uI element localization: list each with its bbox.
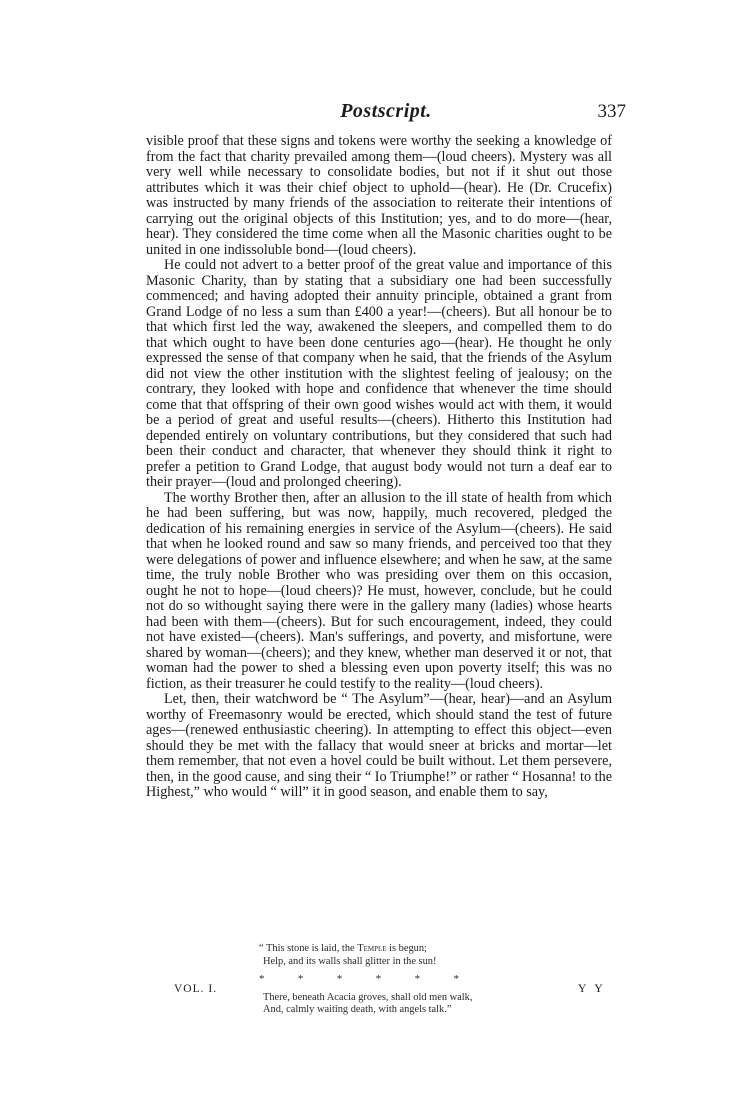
paragraph-continuation: visible proof that these signs and tokens were worthy the seeking a knowledge of from the fact that charity prevailed among them—(loud cheers). Mystery was all very well while necessary to consolidate bodies, but not if it shut out those attributes which it was their chief object to uphold—(hear). He (Dr. Crucefix) was instructed by many friends of the association to reiterate their intentions of carrying out the original objects of this Institution; yes, and to do more—(hear, hear). They considered the time come when all the Masonic charities ought to be united in one indissoluble bond—(loud cheers).	[146, 133, 612, 258]
volume-label: VOL. I.	[174, 983, 218, 995]
star-glyph: *	[336, 973, 343, 985]
page-title: Postscript.	[340, 100, 432, 122]
star-glyph: *	[259, 973, 265, 985]
body-text	[146, 134, 612, 801]
verse-quotation	[259, 943, 559, 1017]
paragraph-worthy-brother: The worthy Brother then, after an allusion to the ill state of health from which he had been suffering, but was now, happily, much recovered, pledged the dedication of his remaining energies in service of the Asylum—(cheers). He said that when he looked round and saw so many friends, and perceived too that they were delegations of power and influence elsewhere; and when he saw, at the same time, the truly noble Brother who was presiding over them on this occasion, ought he not to hope—(loud cheers)? He must, however, conclude, but he could not do so withought saying there were in the gallery many (ladies) whose hearts had been with them—(cheers). But for such encouragement, indeed, they could not have existed—(cheers). Man's sufferings, and poverty, and misfortune, were shared by woman—(cheers); and they knew, whether man deserved it or not, that woman had the power to shed a blessing even upon poverty itself; this was no fiction, as their treasurer he could testify to the reality—(loud cheers).	[146, 489, 612, 692]
verse-line-2: Help, and its walls shall glitter in the sun!	[263, 955, 437, 967]
verse-word-temple: Temple	[357, 943, 387, 954]
page-number: 337	[597, 101, 626, 122]
verse-star-divider	[259, 973, 459, 986]
star-glyph: *	[414, 973, 421, 985]
paragraph-masonic-charity: He could not advert to a better proof of the great value and importance of this Masonic Charity, than by stating that a subsidiary one had been successfully commenced; and having adopted their annuity principle, obtained a grant from Grand Lodge of no less a sum than £400 a year!—(cheers). But all honour be to that which first led the way, awakened the sleepers, and compelled them to do that which ought to have been done centuries ago—(hear). He thought he only expressed the sense of that company when he said, that the friends of the Asylum did not view the other institution with the slightest feeling of jealousy; on the contrary, they looked with hope and confidence that whenever the time should come that that offspring of their own good wishes would act with them, it would be a period of great and useful results—(cheers). Hitherto this Institution had depended entirely on voluntary contributions, but they considered that such had been their conduct and character, that whenever they should think it right to prefer a petition to Grand Lodge, that august body would not turn a deaf ear to their prayer—(loud and prolonged cheering).	[146, 257, 612, 490]
verse-line-3: There, beneath Acacia groves, shall old men walk,	[263, 991, 473, 1003]
star-glyph: *	[453, 973, 459, 985]
paragraph-watchword: Let, then, their watchword be “ The Asylum”—(hear, hear)—and an Asylum worthy of Freemasonry would be erected, which should stand the test of future ages—(renewed enthusiastic cheering). In attempting to effect this object—even should they be met with the fallacy that would sneer at bricks and mortar—let them remember, that not even a hovel could be built without. Let them persevere, then, in the good cause, and sing their “ Io Triumphe!” or rather “ Hosanna! to the Highest,” who would “ will” it in good season, and enable them to say,	[146, 691, 612, 800]
star-glyph: *	[375, 973, 382, 985]
running-head	[146, 100, 626, 130]
signature-mark: Y Y	[578, 983, 606, 995]
star-glyph: *	[297, 973, 304, 985]
verse-line-4: And, calmly waiting death, with angels talk.”	[263, 1004, 452, 1015]
verse-line-1: “ This stone is laid, the Temple is begun;	[259, 943, 427, 954]
